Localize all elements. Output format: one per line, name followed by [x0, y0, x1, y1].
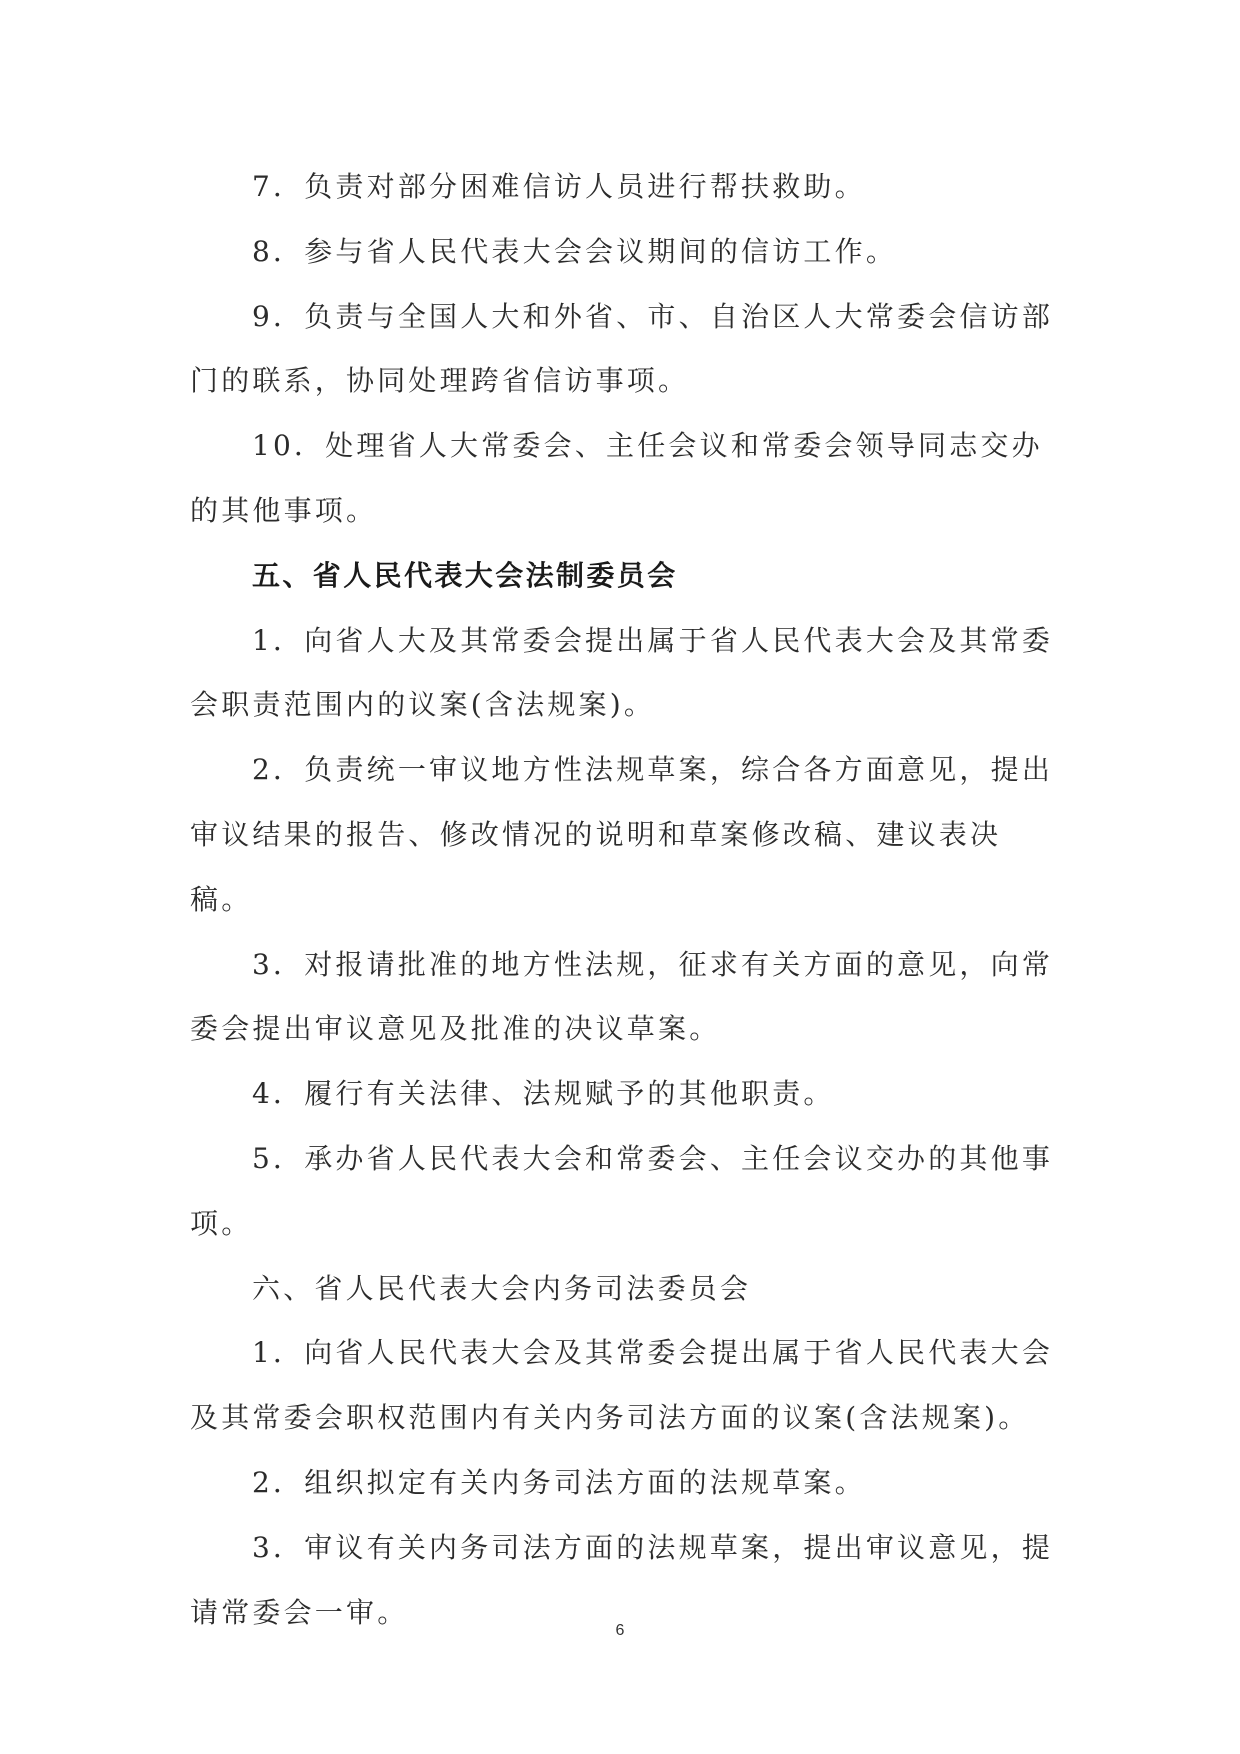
paragraph-judicial-2: 2．组织拟定有关内务司法方面的法规草案。 — [252, 1465, 866, 1499]
page-number: 6 — [615, 1622, 625, 1639]
paragraph-judicial-1: 1．向省人民代表大会及其常委会提出属于省人民代表大会及其常委会职权范围内有关内务司法方面的议案(含法规案)。 — [190, 1336, 1054, 1435]
paragraph-judicial-3: 3．审议有关内务司法方面的法规草案，提出审议意见，提请常委会一审。 — [190, 1530, 1054, 1629]
paragraph-legal-3: 3．对报请批准的地方性法规，征求有关方面的意见，向常委会提出审议意见及批准的决议草案。 — [190, 947, 1054, 1046]
paragraph-legal-5: 5．承办省人民代表大会和常委会、主任会议交办的其他事项。 — [190, 1141, 1054, 1240]
section-heading-judicial-committee: 六、省人民代表大会内务司法委员会 — [252, 1271, 752, 1305]
paragraph-legal-1: 1．向省人大及其常委会提出属于省人民代表大会及其常委会职责范围内的议案(含法规案)。 — [190, 623, 1054, 722]
paragraph-item-8: 8．参与省人民代表大会会议期间的信访工作。 — [252, 234, 898, 268]
document-body — [190, 155, 1060, 1645]
paragraph-item-7: 7．负责对部分困难信访人员进行帮扶救助。 — [252, 170, 866, 203]
paragraph-item-9: 9．负责与全国人大和外省、市、自治区人大常委会信访部门的联系，协同处理跨省信访事项。 — [190, 299, 1054, 398]
paragraph-legal-4: 4．履行有关法律、法规赋予的其他职责。 — [252, 1077, 835, 1111]
paragraph-legal-2: 2．负责统一审议地方性法规草案，综合各方面意见，提出审议结果的报告、修改情况的说明和草案修改稿、建议表决稿。 — [190, 753, 1054, 916]
paragraph-item-10: 10．处理省人大常委会、主任会议和常委会领导同志交办的其他事项。 — [190, 429, 1043, 527]
section-heading-legal-committee: 五、省人民代表大会法制委员会 — [252, 558, 678, 592]
